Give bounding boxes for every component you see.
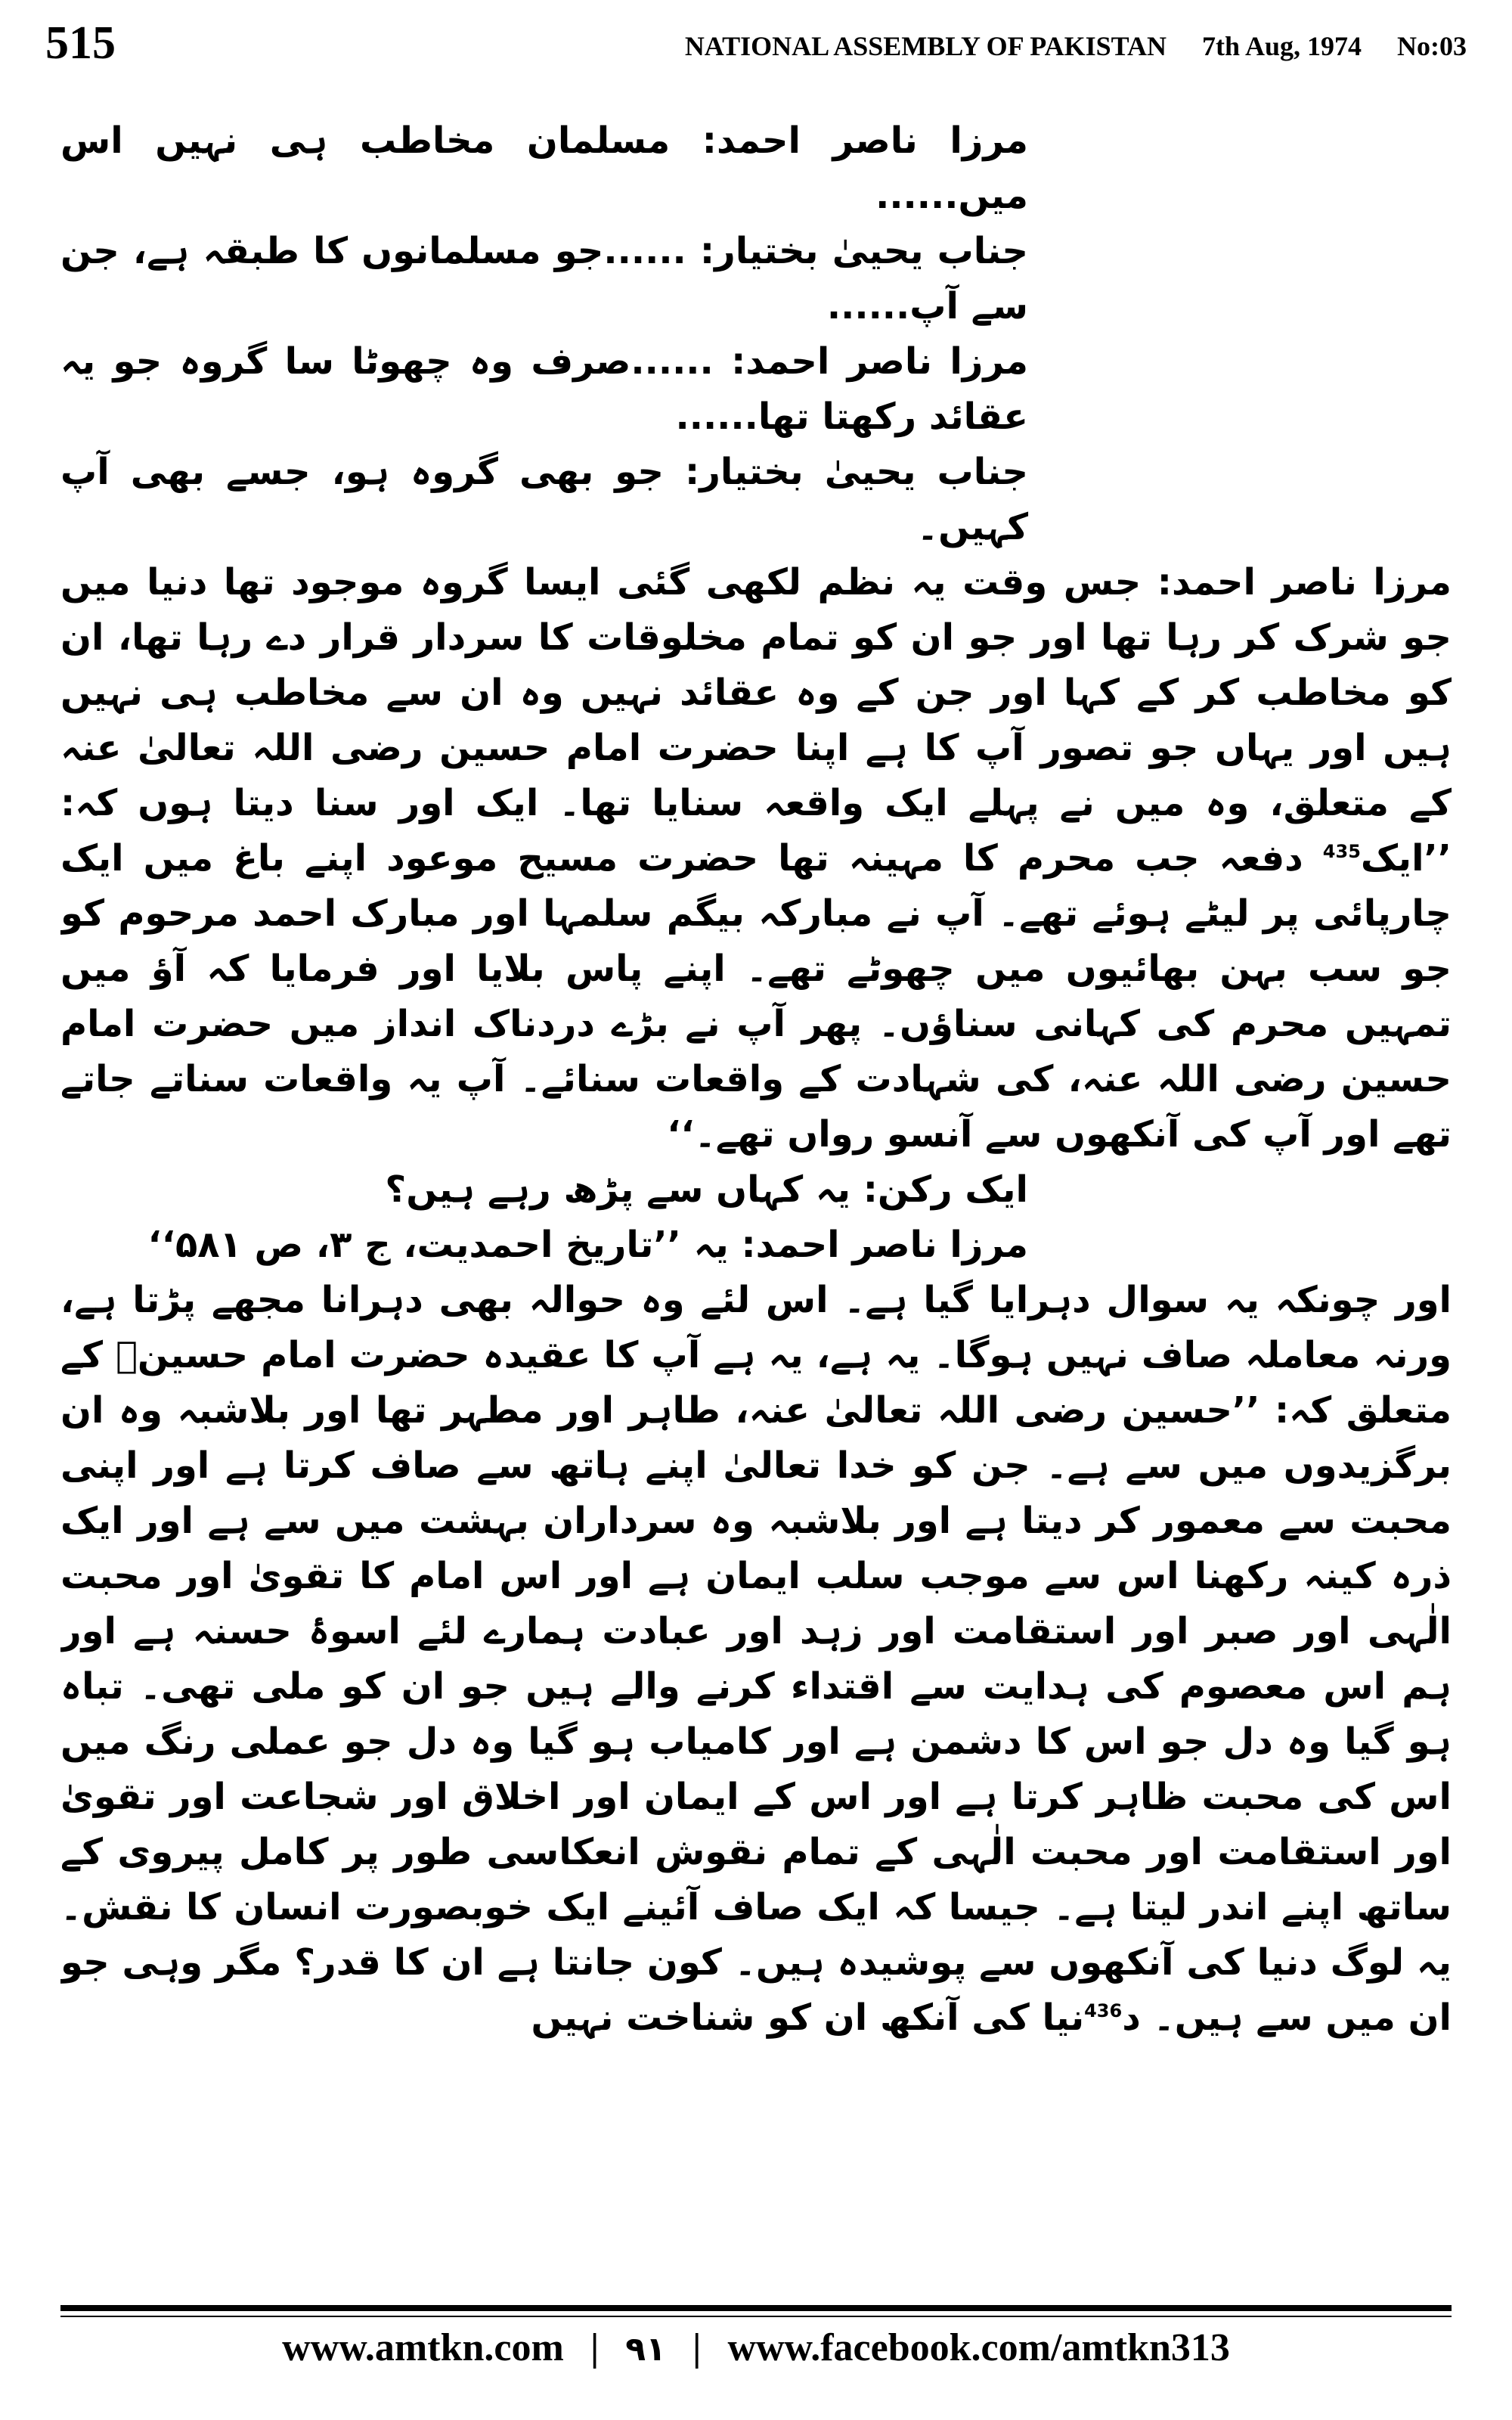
dialogue-line	[60, 334, 1452, 445]
website-link[interactable]: www.amtkn.com	[282, 2326, 564, 2369]
speaker-name: مرزا ناصر احمد:	[1157, 561, 1452, 603]
paragraph-text: اور چونکہ یہ سوال دہرایا گیا ہے۔ اس لئے وہ حوالہ بھی دہرانا مجھے پڑتا ہے، ورنہ معاملہ صاف نہیں ہوگا۔ یہ ہے، یہ ہے آپ کا عقیدہ حضرت امام حسینؓ کے متعلق کہ: ’’حسین رضی اللہ تعالیٰ عنہ، طاہر اور مطہر تھا اور بلاشبہ وہ ان برگزیدوں میں سے ہے۔ جن کو خدا تعالیٰ اپنے ہاتھ سے صاف کرتا ہے اور اپنی محبت سے معمور کر دیتا ہے اور بلاشبہ وہ سرداران بہشت میں سے ہے اور ایک ذرہ کینہ رکھنا اس سے موجب سلب ایمان ہے اور اس امام کا تقویٰ اور محبت الٰہی اور صبر اور استقامت اور زہد اور عبادت ہمارے لئے اسوۂ حسنہ ہے اور ہم اس معصوم کی ہدایت سے اقتداء کرنے والے ہیں جو ان کو ملی تھی۔ تباہ ہو گیا وہ دل جو اس کا دشمن ہے اور کامیاب ہو گیا وہ دل جو عملی رنگ میں اس کی محبت ظاہر کرتا ہے اور اس کے ایمان اور اخلاق اور شجاعت اور تقویٰ اور استقامت اور محبت الٰہی کے تمام نقوش انعکاسی طور پر کامل پیروی کے ساتھ اپنے اندر لیتا ہے۔ جیسا کہ ایک صاف آئینے ایک خوبصورت انسان کا نقش۔ یہ لوگ دنیا کی آنکھوں سے پوشیدہ ہیں۔ کون جانتا ہے ان کا قدر؟ مگر وہی جو ان میں سے ہیں۔ د	[60, 1279, 1452, 2039]
footnote-marker: 436	[1084, 2000, 1123, 2021]
footer-rule	[60, 2305, 1452, 2311]
speech-text: مسلمان مخاطب ہی نہیں اس میں......	[60, 119, 1028, 217]
speaker-name: مرزا ناصر احمد:	[702, 119, 1028, 162]
dialogue-line	[60, 1218, 1452, 1273]
speech-text: ......صرف وہ چھوٹا سا گروہ جو یہ عقائد رکھتا تھا......	[60, 340, 1028, 438]
long-speech-paragraph	[60, 555, 1452, 1162]
page-number: 515	[45, 17, 116, 69]
speech-text: ......جو مسلمانوں کا طبقہ ہے، جن سے آپ......	[60, 230, 1028, 327]
publication-title: NATIONAL ASSEMBLY OF PAKISTAN	[684, 31, 1167, 61]
speech-text: یہ ’’تاریخ احمدیت، ج ۳، ص ۵۸۱‘‘	[147, 1224, 729, 1266]
footer-separator: |	[590, 2326, 600, 2369]
speech-text: یہ کہاں سے پڑھ رہے ہیں؟	[385, 1168, 850, 1211]
speaker-name: مرزا ناصر احمد:	[741, 1224, 1028, 1266]
header-info	[685, 30, 1467, 62]
session-date: 7th Aug, 1974	[1201, 31, 1362, 61]
dialogue-line	[60, 1162, 1452, 1218]
page-footer	[60, 2325, 1452, 2394]
final-paragraph	[60, 1273, 1452, 2046]
facebook-link[interactable]: www.facebook.com/amtkn313	[727, 2326, 1230, 2369]
issue-number: No:03	[1397, 31, 1467, 61]
dialogue-line	[60, 224, 1452, 334]
footer-rule-thin	[60, 2316, 1452, 2317]
footer-separator: |	[692, 2326, 702, 2369]
speaker-name: جناب یحییٰ بختیار:	[699, 230, 1029, 272]
transcript-body	[60, 113, 1452, 2261]
footer-page-number: ۹۱	[625, 2330, 666, 2369]
dialogue-line	[60, 445, 1452, 555]
speech-text: جو بھی گروہ ہو، جسے بھی آپ کہیں۔	[60, 451, 1028, 548]
speech-text: دفعہ جب محرم کا مہینہ تھا حضرت مسیح موعود اپنے باغ میں ایک چارپائی پر لیٹے ہوئے تھے۔ آپ نے مبارکہ بیگم سلمہا اور مبارک احمد مرحوم کو جو سب بہن بھائیوں میں چھوٹے تھے۔ اپنے پاس بلایا اور فرمایا کہ آؤ میں تمہیں محرم کی کہانی سناؤں۔ پھر آپ نے بڑے دردناک انداز میں حضرت امام حسین رضی اللہ عنہ، کی شہادت کے واقعات سنائے۔ آپ یہ واقعات سناتے جاتے تھے اور آپ کی آنکھوں سے آنسو رواں تھے۔‘‘	[60, 837, 1452, 1156]
dialogue-line	[60, 113, 1452, 224]
paragraph-text: نیا کی آنکھ ان کو شناخت نہیں	[531, 1996, 1085, 2039]
speaker-name: مرزا ناصر احمد:	[731, 340, 1028, 383]
speaker-name: جناب یحییٰ بختیار:	[685, 451, 1029, 493]
speech-text: جس وقت یہ نظم لکھی گئی ایسا گروہ موجود تھا دنیا میں جو شرک کر رہا تھا اور جو ان کو تمام مخلوقات کا سردار قرار دے رہا تھا، ان کو مخاطب کر کے کہا اور جن کے وہ عقائد نہیں وہ ان سے مخاطب ہی نہیں ہیں اور یہاں جو تصور آپ کا ہے اپنا حضرت امام حسین رضی اللہ تعالیٰ عنہ کے متعلق، وہ میں نے پہلے ایک واقعہ سنایا تھا۔ ایک اور سنا دیتا ہوں کہ: ’’ایک	[60, 561, 1452, 880]
page-header	[45, 17, 1467, 100]
speaker-name: ایک رکن:	[863, 1168, 1028, 1211]
footnote-marker: 435	[1322, 841, 1361, 862]
